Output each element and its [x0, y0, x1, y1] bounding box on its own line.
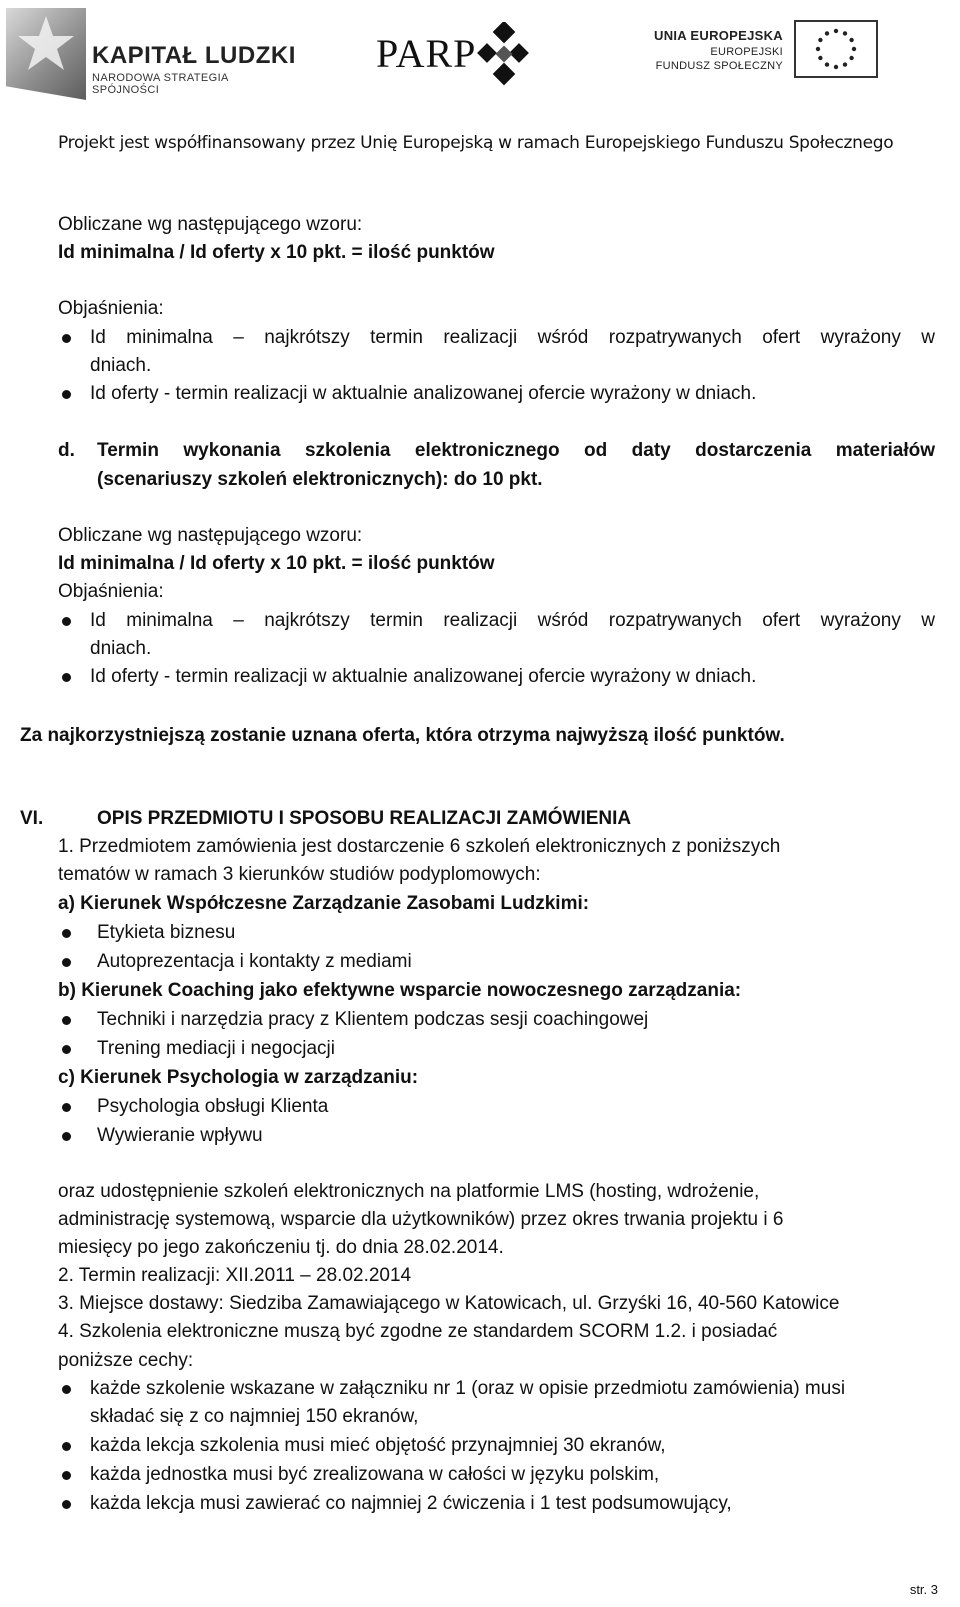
- formula-intro-d: Obliczane wg następującego wzoru:: [58, 525, 363, 546]
- point-1-text-cont: tematów w ramach 3 kierunków studiów podyplomowych:: [58, 864, 541, 885]
- kapital-ludzki-title: KAPITAŁ LUDZKI: [92, 42, 296, 69]
- explanations-title-c: Objaśnienia:: [58, 298, 164, 319]
- eu-line-2: EUROPEJSKI: [710, 46, 783, 58]
- formula-intro-c: Obliczane wg następującego wzoru:: [58, 214, 363, 235]
- section-d-marker: d.: [58, 440, 75, 461]
- section-d-heading: Termin wykonania szkolenia elektronicznego od daty dostarczenia materiałów: [97, 440, 935, 461]
- bullet-icon: [62, 673, 71, 682]
- bullet-icon: [62, 1016, 71, 1025]
- section-vi-title: OPIS PRZEDMIOTU I SPOSOBU REALIZACJI ZAMÓWIENIA: [97, 808, 632, 829]
- direction-a-item: Etykieta biznesu: [97, 922, 236, 943]
- bullet-icon: [62, 334, 71, 343]
- direction-b-item: Techniki i narzędzia pracy z Klientem podczas sesji coachingowej: [97, 1009, 649, 1030]
- eu-logo: [648, 20, 888, 90]
- bullet-icon: [62, 1103, 71, 1112]
- eu-text-block: [648, 28, 783, 72]
- lms-text-cont: administrację systemową, wsparcie dla użytkowników) przez okres trwania projektu i 6: [58, 1209, 784, 1230]
- eu-line-3: FUNDUSZ SPOŁECZNY: [655, 60, 783, 72]
- explanation-c-1-cont: dniach.: [90, 355, 152, 376]
- bullet-icon: [62, 1132, 71, 1141]
- lms-text-cont: miesięcy po jego zakończeniu tj. do dnia 28.02.2014.: [58, 1237, 504, 1258]
- kapital-ludzki-logo: [6, 8, 296, 100]
- direction-a-heading: a) Kierunek Współczesne Zarządzanie Zasobami Ludzkimi:: [58, 893, 590, 914]
- parp-logo: [376, 22, 546, 92]
- feature-item: każda jednostka musi być zrealizowana w całości w języku polskim,: [90, 1464, 660, 1485]
- point-4-text-cont: poniższe cechy:: [58, 1350, 194, 1371]
- section-vi-number: VI.: [20, 808, 44, 829]
- feature-item-cont: składać się z co najmniej 150 ekranów,: [90, 1406, 419, 1427]
- bullet-icon: [62, 1385, 71, 1394]
- feature-item: każda lekcja musi zawierać co najmniej 2 ćwiczenia i 1 test podsumowujący,: [90, 1493, 732, 1514]
- lms-text: oraz udostępnienie szkoleń elektronicznych na platformie LMS (hosting, wdrożenie,: [58, 1181, 760, 1202]
- parp-wordmark: PARP: [376, 31, 477, 76]
- bullet-icon: [62, 1471, 71, 1480]
- parp-emblem-icon: [474, 22, 536, 88]
- point-2-text: 2. Termin realizacji: XII.2011 – 28.02.2014: [58, 1265, 412, 1286]
- bullet-icon: [62, 1045, 71, 1054]
- page-number: str. 3: [909, 1582, 938, 1597]
- bullet-icon: [62, 1442, 71, 1451]
- explanation-c-1: Id minimalna – najkrótszy termin realizacji wśród rozpatrywanych ofert wyrażony w: [90, 327, 935, 348]
- funding-note: Projekt jest współfinansowany przez Unię Europejską w ramach Europejskiego Funduszu Społecznego: [58, 133, 894, 153]
- formula-c: Id minimalna / Id oferty x 10 pkt. = ilość punktów: [58, 242, 495, 263]
- explanation-c-2: Id oferty - termin realizacji w aktualnie analizowanej ofercie wyrażony w dniach.: [90, 383, 757, 404]
- section-d-heading-cont: (scenariuszy szkoleń elektronicznych): do 10 pkt.: [97, 469, 543, 490]
- feature-item: każda lekcja szkolenia musi mieć objętość przynajmniej 30 ekranów,: [90, 1435, 666, 1456]
- bullet-icon: [62, 1500, 71, 1509]
- bullet-icon: [62, 390, 71, 399]
- eu-line-1: UNIA EUROPEJSKA: [654, 28, 783, 43]
- feature-item: każde szkolenie wskazane w załączniku nr 1 (oraz w opisie przedmiotu zamówienia) musi: [90, 1378, 846, 1399]
- bullet-icon: [62, 617, 71, 626]
- conclusion-statement: Za najkorzystniejszą zostanie uznana oferta, która otrzyma najwyższą ilość punktów.: [20, 725, 785, 746]
- explanation-d-2: Id oferty - termin realizacji w aktualnie analizowanej ofercie wyrażony w dniach.: [90, 666, 757, 687]
- direction-b-heading: b) Kierunek Coaching jako efektywne wsparcie nowoczesnego zarządzania:: [58, 980, 742, 1001]
- kapital-ludzki-subtitle: NARODOWA STRATEGIA SPÓJNOŚCI: [92, 72, 229, 96]
- header-logo-bar: [0, 0, 960, 110]
- explanations-title-d: Objaśnienia:: [58, 581, 164, 602]
- direction-c-item: Wywieranie wpływu: [97, 1125, 263, 1146]
- point-3-text: 3. Miejsce dostawy: Siedziba Zamawiającego w Katowicach, ul. Grzyśki 16, 40-560 Katowice: [58, 1293, 840, 1314]
- point-1-text: 1. Przedmiotem zamówienia jest dostarczenie 6 szkoleń elektronicznych z poniższych: [58, 836, 781, 857]
- bullet-icon: [62, 929, 71, 938]
- direction-a-item: Autoprezentacja i kontakty z mediami: [97, 951, 412, 972]
- formula-d: Id minimalna / Id oferty x 10 pkt. = ilość punktów: [58, 553, 495, 574]
- explanation-d-1: Id minimalna – najkrótszy termin realizacji wśród rozpatrywanych ofert wyrażony w: [90, 610, 935, 631]
- direction-c-item: Psychologia obsługi Klienta: [97, 1096, 329, 1117]
- point-4-text: 4. Szkolenia elektroniczne muszą być zgodne ze standardem SCORM 1.2. i posiadać: [58, 1321, 778, 1342]
- kapital-ludzki-star-icon: [6, 8, 86, 100]
- direction-b-item: Trening mediacji i negocjacji: [97, 1038, 335, 1059]
- bullet-icon: [62, 958, 71, 967]
- eu-flag-icon: [794, 20, 878, 78]
- explanation-d-1-cont: dniach.: [90, 638, 152, 659]
- direction-c-heading: c) Kierunek Psychologia w zarządzaniu:: [58, 1067, 419, 1088]
